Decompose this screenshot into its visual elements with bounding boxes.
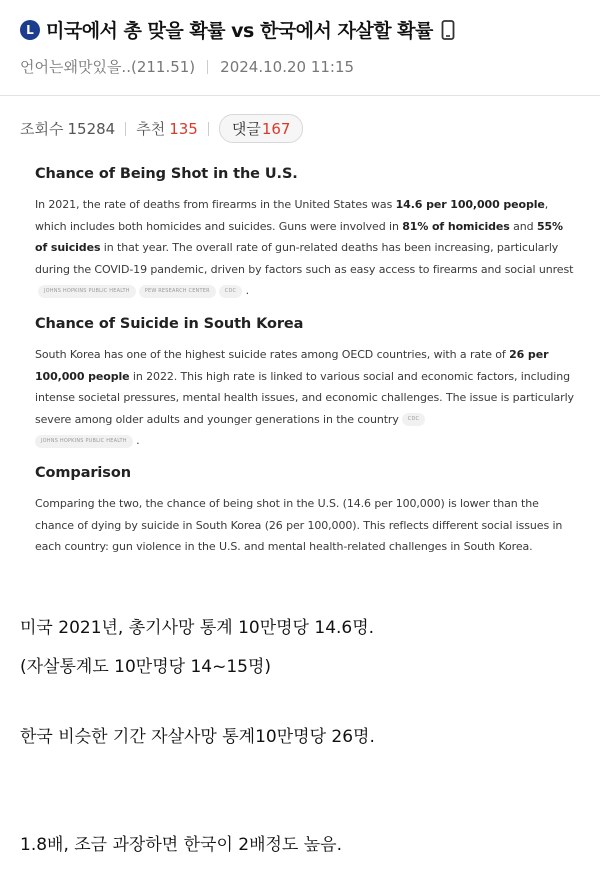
section-body: Comparing the two, the chance of being shot in the U.S. (14.6 per 100,000) is lower than the chance of dying by suicide in South Korea (26 per 100,000). This reflects different social issues in each country: gun violence in the U.S. and mental health-related challenges in South Korea. — [35, 497, 563, 553]
text: . — [136, 434, 140, 447]
post-header — [0, 0, 600, 96]
divider — [207, 60, 208, 74]
post-text-line: 한국 비슷한 기간 자살사망 통계10만명당 26명. — [20, 727, 375, 747]
source-chip[interactable]: PEW RESEARCH CENTER — [139, 285, 216, 298]
comments-button[interactable] — [219, 114, 304, 143]
post-meta — [20, 56, 354, 77]
recommend-count: 135 — [169, 119, 198, 138]
text: and — [509, 219, 537, 233]
bold-text: 26 per 100,000 people — [35, 348, 549, 383]
source-chip[interactable]: CDC — [219, 285, 242, 298]
bold-text: 14.6 per 100,000 people — [395, 198, 545, 211]
mobile-icon — [441, 20, 455, 40]
post-date: 2024.10.20 11:15 — [220, 57, 355, 76]
post-text-line: (자살통계도 10만명당 14~15명) — [20, 657, 272, 677]
post-text-line: 1.8배, 조금 과장하면 한국이 2배정도 높음. — [20, 835, 343, 855]
source-chip[interactable]: JOHNS HOPKINS PUBLIC HEALTH — [35, 435, 133, 448]
text: In 2021, the rate of deaths from firearms in the United States was — [35, 198, 396, 211]
post-title: 미국에서 총 맞을 확률 vs 한국에서 자살할 확률 — [46, 20, 433, 42]
section-title: Chance of Being Shot in the U.S. — [35, 166, 298, 182]
comments-label: 댓글 — [231, 120, 261, 138]
source-chip[interactable]: JOHNS HOPKINS PUBLIC HEALTH — [38, 285, 136, 298]
comments-count: 167 — [261, 119, 291, 138]
section-comparison — [35, 465, 575, 558]
bold-text: 81% of homicides — [402, 219, 510, 233]
text: . — [245, 284, 250, 297]
section-title: Comparison — [35, 465, 131, 481]
title-row — [20, 16, 455, 43]
text: South Korea has one of the highest suicide rates among OECD countries, with a rate of — [35, 348, 510, 361]
author-name[interactable]: 언어는왜맛있을..(211.51) — [20, 58, 196, 76]
divider — [208, 122, 209, 136]
bold-text: 55% of suicides — [35, 219, 563, 254]
views-label: 조회수 — [20, 120, 64, 138]
divider — [125, 122, 126, 136]
section-korea-suicide — [35, 316, 575, 452]
section-title: Chance of Suicide in South Korea — [35, 316, 304, 332]
text: , which includes both homicides and suicides. Guns were involved in — [35, 198, 549, 233]
text: in that year. The overall rate of gun-related deaths has been increasing, particularly during the COVID-19 pandemic, driven by factors such as easy access to firearms and social unrest — [35, 241, 574, 276]
site-logo-icon: L — [20, 20, 40, 40]
recommend-label: 추천 — [136, 120, 166, 138]
source-chip[interactable]: CDC — [402, 413, 425, 426]
text: in 2022. This high rate is linked to various social and economic factors, including intense societal pressures, mental health issues, and economic challenges. The issue is particularly severe among older adults and younger generations in the country — [35, 369, 574, 426]
post-stats — [20, 114, 303, 143]
section-body — [35, 344, 575, 452]
section-body — [35, 194, 575, 302]
post-text-line: 미국 2021년, 총기사망 통계 10만명당 14.6명. — [20, 618, 375, 638]
section-us-shooting — [35, 166, 575, 302]
views-count: 15284 — [67, 119, 116, 138]
